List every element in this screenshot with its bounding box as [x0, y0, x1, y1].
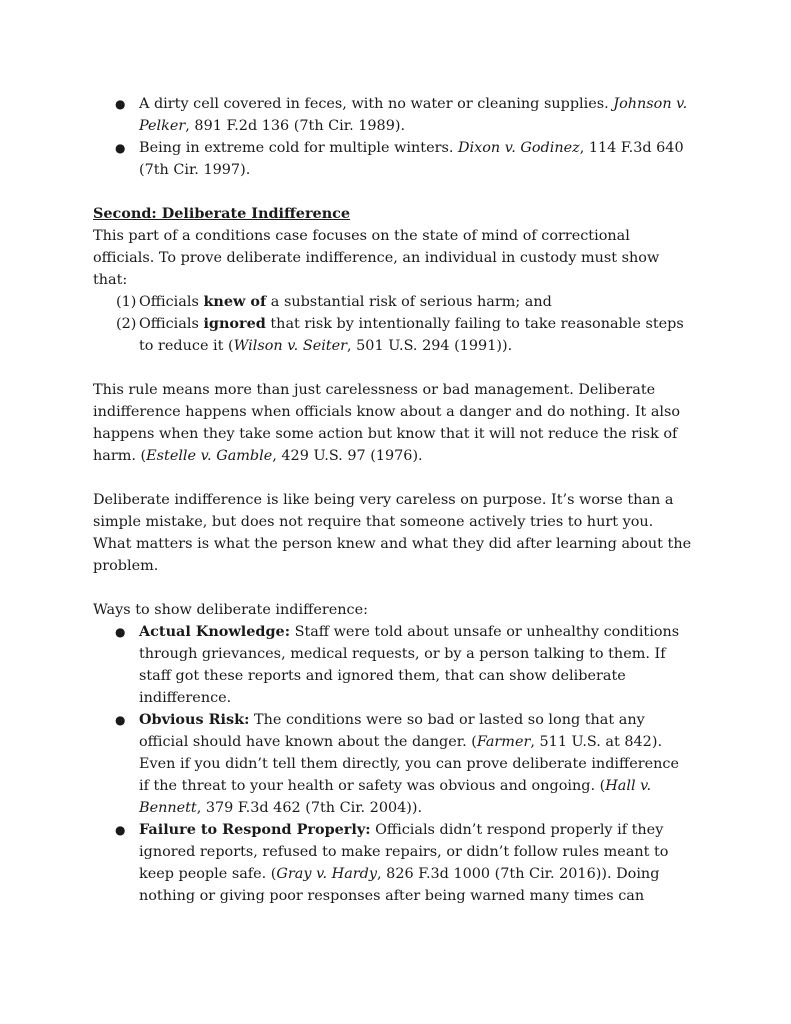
- requirements-list: [93, 291, 693, 357]
- list-item: [93, 709, 693, 819]
- citation: , 379 F.3d 462 (7th Cir. 2004)).: [196, 800, 423, 816]
- intro-paragraph: This part of a conditions case focuses on the state of mind of correctional officials. To prove deliberate indifference, an individual in custody must show that:: [93, 228, 660, 288]
- page-content: [93, 93, 693, 907]
- case-name: Dixon v. Godinez: [458, 140, 580, 156]
- item-text: Officials didn’t respond properly if they ignored reports, refused to make repairs, or didn’t follow rules meant to keep people safe. (: [139, 822, 669, 882]
- item-text: that risk by intentionally failing to take reasonable steps to reduce it (: [139, 316, 684, 354]
- case-name: Hall v. Bennett: [139, 778, 652, 816]
- item-text: , 511 U.S. at 842). Even if you didn’t tell them directly, you can prove deliberate indifference if the threat to your health or safety was obvious and ongoing. (: [139, 734, 679, 794]
- item-text: Staff were told about unsafe or unhealthy conditions through grievances, medical requests, or by a person talking to them. If staff got these reports and ignored them, that can show deliberate indifference.: [139, 624, 680, 706]
- case-name: Farmer: [476, 734, 531, 750]
- item-text: , 826 F.3d 1000 (7th Cir. 2016)). Doing nothing or giving poor responses after being warned many times can: [139, 866, 660, 904]
- ways-list: [93, 621, 693, 907]
- item-title: Obvious Risk:: [139, 711, 250, 728]
- list-item: [93, 291, 693, 313]
- item-number: (1): [116, 294, 137, 310]
- emphasis: knew of: [203, 293, 267, 310]
- item-text: A dirty cell covered in feces, with no water or cleaning supplies.: [139, 96, 614, 112]
- citation: , 429 U.S. 97 (1976).: [272, 448, 423, 464]
- item-text: Officials: [139, 316, 204, 332]
- explanation-paragraph: Deliberate indifference is like being very careless on purpose. It’s worse than a simple mistake, but does not require that someone actively tries to hurt you. What matters is what the person knew and what they did after learning about the problem.: [93, 492, 692, 574]
- case-name: Gray v. Hardy: [276, 866, 378, 882]
- case-name: Wilson v. Seiter: [233, 338, 347, 354]
- emphasis: ignored: [203, 315, 266, 332]
- item-text: The conditions were so bad or lasted so long that any official should have known about the danger. (: [139, 712, 645, 750]
- paragraph-text: This rule means more than just carelessness or bad management. Deliberate indifference happens when officials know about a danger and do nothing. It also happens when they take some action but know that it will not reduce the risk of harm. (: [93, 382, 681, 464]
- rule-paragraph: [93, 379, 693, 467]
- list-item: [93, 621, 693, 709]
- citation: , 501 U.S. 294 (1991)).: [347, 338, 513, 354]
- item-title: Failure to Respond Properly:: [139, 821, 371, 838]
- item-text: Officials: [139, 294, 204, 310]
- section-heading: Second: Deliberate Indifference: [93, 205, 351, 222]
- list-item: [93, 137, 693, 181]
- list-item: [93, 313, 693, 357]
- item-text: Being in extreme cold for multiple winters.: [139, 140, 459, 156]
- case-name: Estelle v. Gamble: [146, 448, 273, 464]
- item-number: (2): [116, 316, 137, 332]
- case-name: Johnson v. Pelker: [139, 96, 688, 134]
- item-text: a substantial risk of serious harm; and: [266, 294, 552, 310]
- list-item: [93, 819, 693, 907]
- citation: , 891 F.2d 136 (7th Cir. 1989).: [185, 118, 406, 134]
- case-examples-list: [93, 93, 693, 181]
- ways-intro: Ways to show deliberate indifference:: [93, 602, 368, 618]
- list-item: [93, 93, 693, 137]
- item-title: Actual Knowledge:: [139, 623, 291, 640]
- citation: , 114 F.3d 640 (7th Cir. 1997).: [139, 140, 684, 178]
